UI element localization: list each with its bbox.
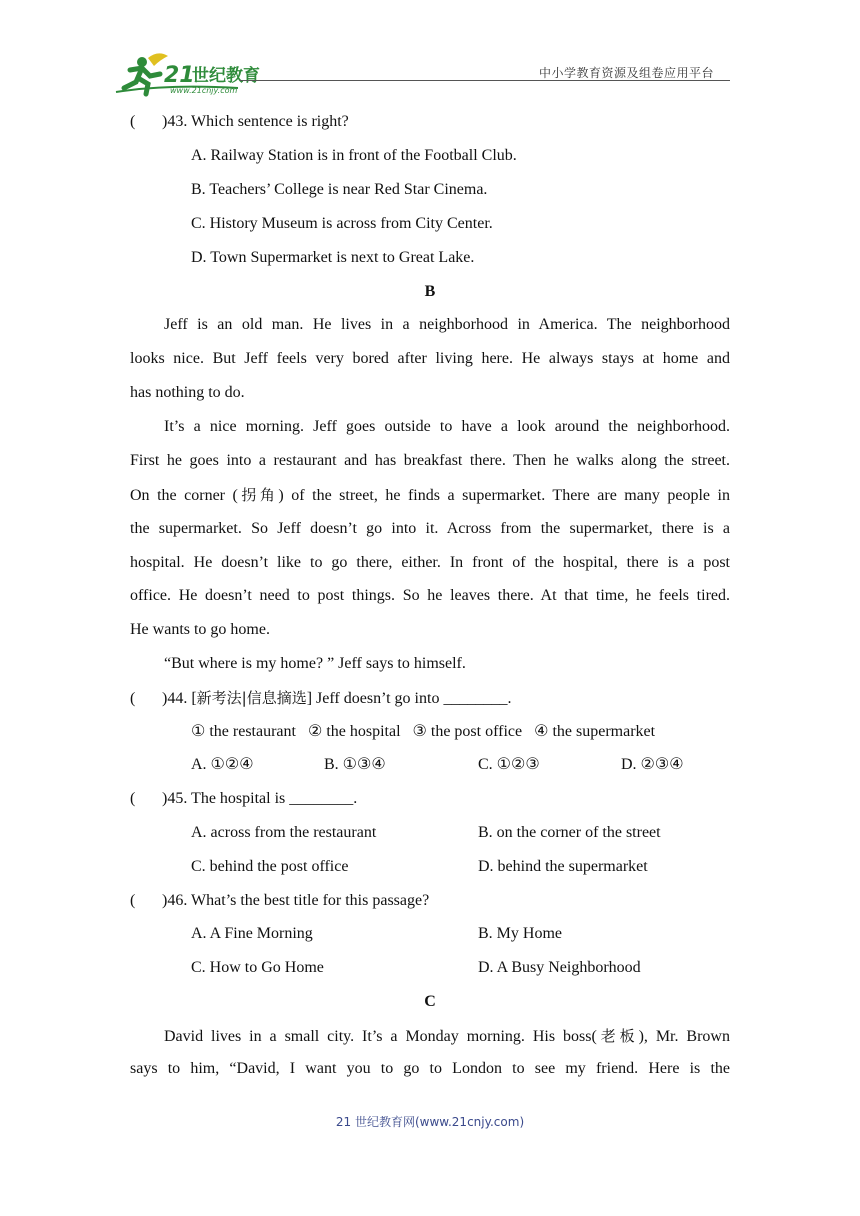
option-a: A. across from the restaurant bbox=[191, 824, 377, 841]
option-c: C. How to Go Home bbox=[191, 959, 324, 976]
svg-text:21: 21 bbox=[164, 63, 195, 88]
option-c: C. behind the post office bbox=[191, 858, 349, 875]
option-c: C. History Museum is across from City Center. bbox=[191, 215, 493, 232]
item-2: ② the hospital bbox=[307, 723, 401, 740]
text-run: David lives in a small city. It’s a Monday morning. His boss( bbox=[164, 1028, 597, 1045]
answer-blank: ( bbox=[130, 892, 136, 909]
paragraph-line: hospital. He doesn’t like to go there, either. In front of the hospital, there is a post bbox=[130, 554, 730, 571]
option-b: B. Teachers’ College is near Red Star Cinema. bbox=[191, 181, 488, 198]
paragraph-line: He wants to go home. bbox=[130, 621, 270, 638]
answer-blank: ( bbox=[130, 690, 136, 707]
section-heading-c: C bbox=[424, 993, 436, 1010]
item-1: ① the restaurant bbox=[191, 723, 296, 740]
question-stem: ] Jeff doesn’t go into ________. bbox=[306, 690, 512, 707]
option-b: B. ①③④ bbox=[324, 756, 386, 773]
question-45 bbox=[130, 788, 730, 810]
text-run: ) of the street, he finds a bbox=[278, 487, 463, 504]
option-d: D. ②③④ bbox=[621, 756, 684, 773]
question-number: )44. [ bbox=[162, 690, 197, 707]
question-stem: )43. Which sentence is right? bbox=[162, 113, 349, 130]
answer-blank: ( bbox=[130, 113, 136, 130]
paragraph-line: “But where is my home? ” Jeff says to himself. bbox=[164, 655, 466, 672]
paragraph-line: office. He doesn’t need to post things. So he leaves there. At that time, he feels tired. bbox=[130, 587, 730, 604]
option-d: D. Town Supermarket is next to Great Lake. bbox=[191, 249, 475, 266]
answer-blank: ( bbox=[130, 790, 136, 807]
text-run: ), Mr. Brown bbox=[638, 1028, 730, 1045]
option-c: C. ①②③ bbox=[478, 756, 540, 773]
chinese-gloss: 老板 bbox=[596, 1027, 639, 1045]
paragraph-line: Jeff is an old man. He lives in a neighborhood in America. The neighborhood bbox=[164, 316, 730, 333]
svg-text:www.21cnjy.com: www.21cnjy.com bbox=[170, 86, 238, 95]
page-footer: 21 世纪教育网(www.21cnjy.com) bbox=[335, 1115, 525, 1129]
platform-label: 中小学教育资源及组卷应用平台 bbox=[538, 66, 714, 80]
chinese-gloss: 拐角 bbox=[237, 486, 279, 504]
item-list bbox=[191, 721, 791, 743]
option-d: D. behind the supermarket bbox=[478, 858, 648, 875]
paragraph-line: First he goes into a restaurant and has breakfast there. Then he walks along the street. bbox=[130, 452, 730, 469]
paragraph-line: It’s a nice morning. Jeff goes outside to have a look around the neighborhood. bbox=[164, 418, 730, 435]
question-46 bbox=[130, 890, 730, 912]
item-4: ④ the supermarket bbox=[534, 723, 656, 740]
option-b: B. on the corner of the street bbox=[478, 824, 661, 841]
text-run: On the corner ( bbox=[130, 487, 238, 504]
site-logo bbox=[108, 48, 298, 98]
paragraph-line: has nothing to do. bbox=[130, 384, 245, 401]
option-a: A. Railway Station is in front of the Football Club. bbox=[191, 147, 517, 164]
question-stem: )45. The hospital is ________. bbox=[162, 790, 358, 807]
question-43 bbox=[130, 111, 730, 133]
svg-text:世纪教育: 世纪教育 bbox=[192, 66, 260, 86]
paragraph-line: looks nice. But Jeff feels very bored after living here. He always stays at home and bbox=[130, 350, 730, 367]
question-44 bbox=[130, 687, 730, 710]
question-tag: 新考法|信息摘选 bbox=[196, 689, 307, 707]
option-d: D. A Busy Neighborhood bbox=[478, 959, 641, 976]
question-stem: )46. What’s the best title for this passage? bbox=[162, 892, 430, 909]
option-a: A. A Fine Morning bbox=[191, 925, 313, 942]
option-a: A. ①②④ bbox=[191, 756, 254, 773]
paragraph-line: the supermarket. So Jeff doesn’t go into it. Across from the supermarket, there is a bbox=[130, 520, 730, 537]
text-run: supermarket. There are many people in bbox=[462, 487, 730, 504]
item-3: ③ the post office bbox=[412, 723, 523, 740]
option-b: B. My Home bbox=[478, 925, 562, 942]
section-heading-b: B bbox=[424, 283, 436, 300]
page-header bbox=[108, 48, 730, 98]
runner-logo-icon bbox=[108, 48, 298, 98]
paragraph-line bbox=[130, 484, 730, 507]
paragraph-line: says to him, “David, I want you to go to London to see my friend. Here is the bbox=[130, 1060, 730, 1077]
paragraph-line bbox=[130, 1025, 730, 1048]
